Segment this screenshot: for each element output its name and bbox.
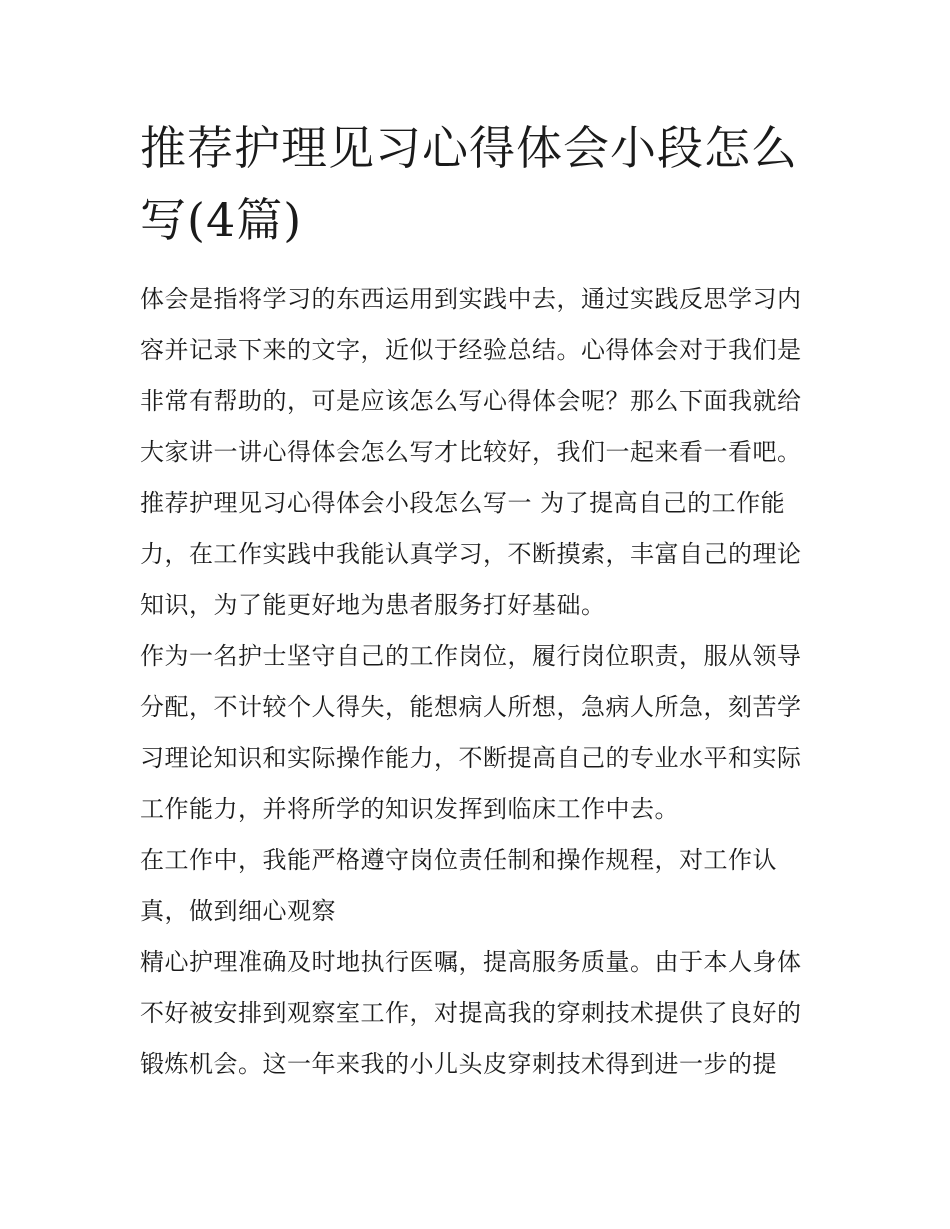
paragraph-1: 推荐护理见习心得体会小段怎么写一 为了提高自己的工作能力，在工作实践中我能认真学习，不断摸索，丰富自己的理论知识，为了能更好地为患者服务打好基础。 [140, 489, 802, 619]
paragraph-2: 作为一名护士坚守自己的工作岗位，履行岗位职责，服从领导分配，不计较个人得失，能想病人所想，急病人所急，刻苦学习理论知识和实际操作能力，不断提高自己的专业水平和实际工作能力，并将所学的知识发挥到临床工作中去。 [140, 642, 802, 823]
paragraph-3: 在工作中，我能严格遵守岗位责任制和操作规程，对工作认真，做到细心观察 [140, 846, 777, 925]
document-title: 推荐护理见习心得体会小段怎么写(4篇) [140, 121, 798, 247]
paragraph-intro: 体会是指将学习的东西运用到实践中去，通过实践反思学习内容并记录下来的文字，近似于经验总结。心得体会对于我们是非常有帮助的，可是应该怎么写心得体会呢？那么下面我就给大家讲一讲心得体会怎么写才比较好，我们一起来看一看吧。 [140, 285, 802, 466]
paragraph-4: 精心护理准确及时地执行医嘱，提高服务质量。由于本人身体不好被安排到观察室工作，对提高我的穿刺技术提供了良好的锻炼机会。这一年来我的小儿头皮穿刺技术得到进一步的提 [140, 948, 802, 1078]
document-page [140, 112, 820, 1090]
